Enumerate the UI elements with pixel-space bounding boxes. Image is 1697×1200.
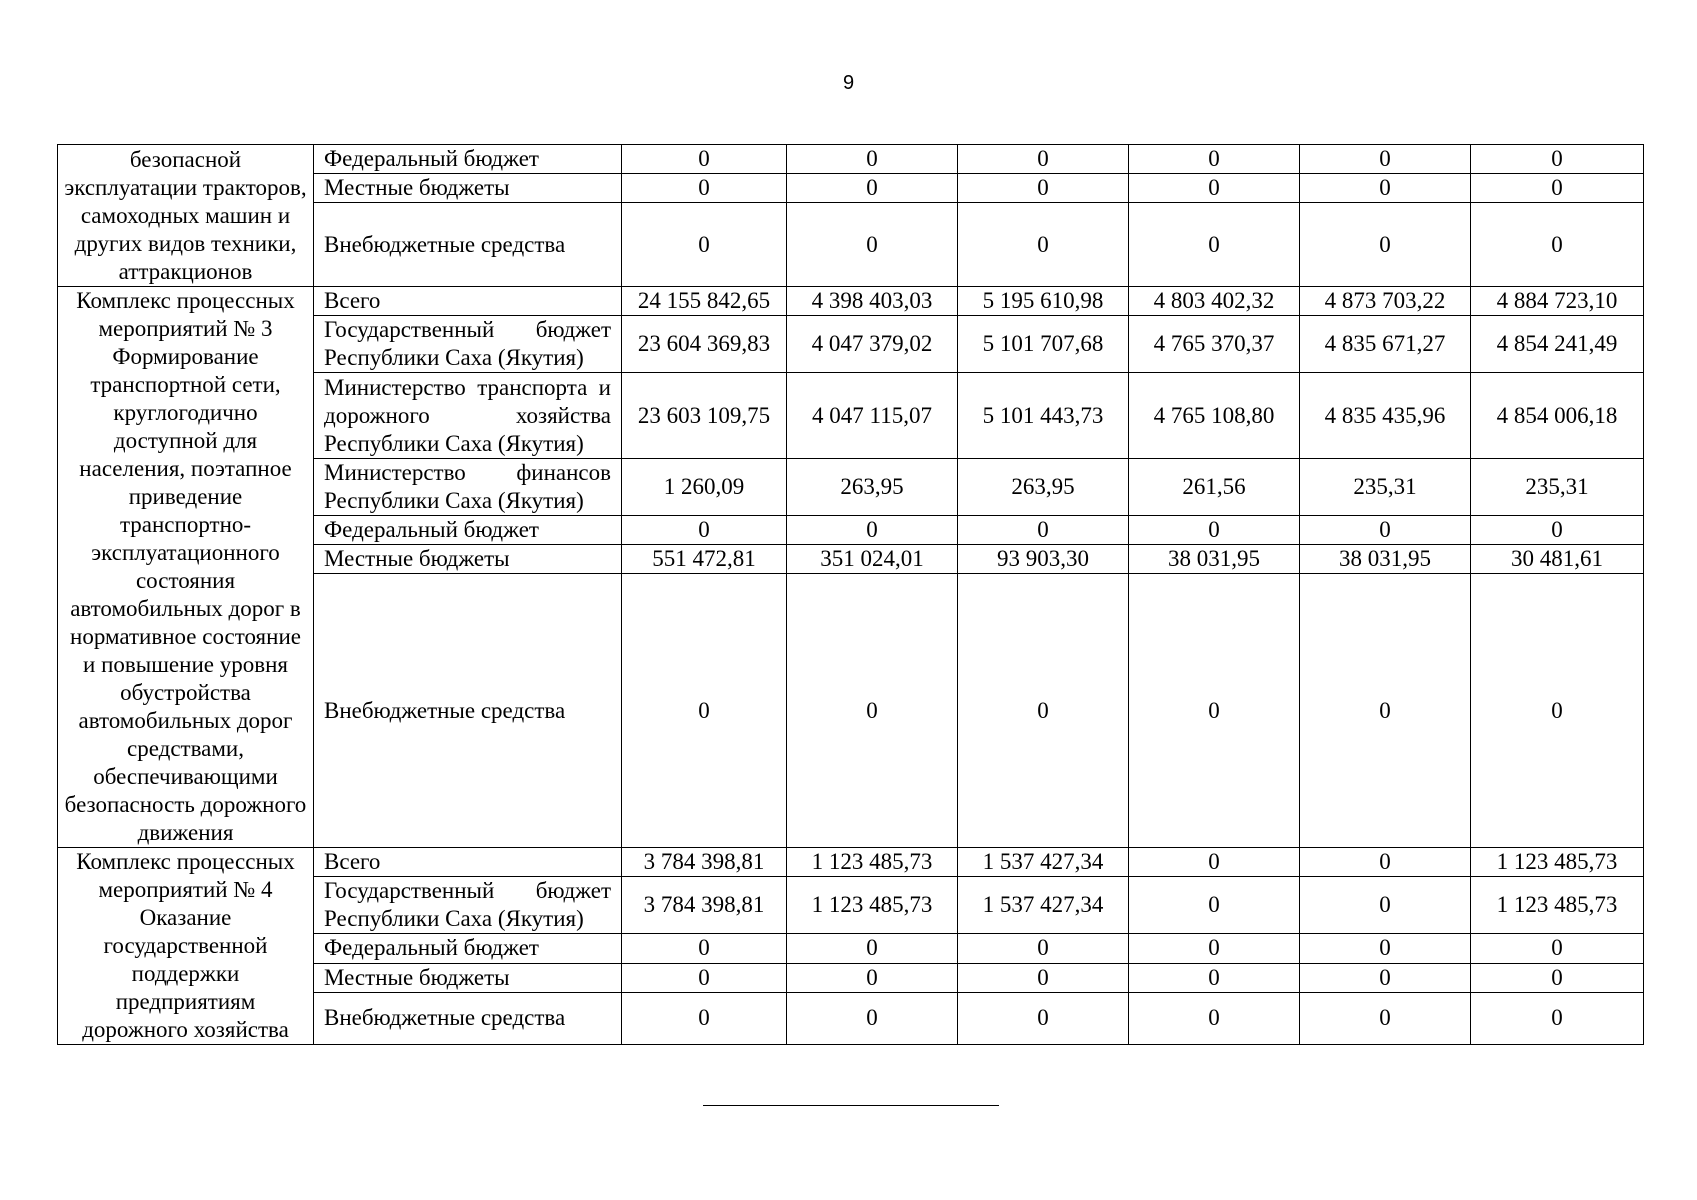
value-cell: 0 bbox=[787, 145, 958, 174]
value-cell: 0 bbox=[622, 145, 787, 174]
value-cell: 351 024,01 bbox=[787, 545, 958, 574]
value-cell: 1 123 485,73 bbox=[787, 848, 958, 877]
value-cell: 4 047 115,07 bbox=[787, 373, 958, 458]
value-cell: 0 bbox=[787, 992, 958, 1044]
value-cell: 0 bbox=[958, 145, 1129, 174]
value-cell: 0 bbox=[1129, 516, 1300, 545]
value-cell: 0 bbox=[1129, 934, 1300, 963]
funding-source-cell: Местные бюджеты bbox=[314, 963, 622, 992]
value-cell: 38 031,95 bbox=[1300, 545, 1471, 574]
value-cell: 0 bbox=[1471, 203, 1644, 287]
value-cell: 5 195 610,98 bbox=[958, 287, 1129, 316]
group-title-cell: Комплекс процессных мероприятий № 4 Оказание государственной поддержки предприятиям дорожного хозяйства bbox=[58, 848, 314, 1045]
value-cell: 4 854 241,49 bbox=[1471, 316, 1644, 373]
value-cell: 1 260,09 bbox=[622, 458, 787, 515]
value-cell: 4 765 108,80 bbox=[1129, 373, 1300, 458]
value-cell: 0 bbox=[1300, 934, 1471, 963]
value-cell: 4 873 703,22 bbox=[1300, 287, 1471, 316]
funding-source-cell: Министерство финансов Республики Саха (Якутия) bbox=[314, 458, 622, 515]
value-cell: 0 bbox=[1129, 574, 1300, 848]
value-cell: 0 bbox=[1471, 174, 1644, 203]
value-cell: 0 bbox=[622, 574, 787, 848]
budget-table bbox=[57, 144, 1644, 1045]
value-cell: 0 bbox=[1471, 934, 1644, 963]
value-cell: 0 bbox=[1471, 574, 1644, 848]
value-cell: 0 bbox=[1300, 145, 1471, 174]
bottom-rule bbox=[703, 1105, 999, 1106]
table-row bbox=[58, 145, 1644, 174]
value-cell: 0 bbox=[1471, 992, 1644, 1044]
funding-source-cell: Министерство транспорта и дорожного хозяйства Республики Саха (Якутия) bbox=[314, 373, 622, 458]
value-cell: 0 bbox=[787, 203, 958, 287]
funding-source-cell: Местные бюджеты bbox=[314, 545, 622, 574]
value-cell: 0 bbox=[1300, 516, 1471, 545]
table-row bbox=[58, 848, 1644, 877]
value-cell: 0 bbox=[1300, 877, 1471, 934]
value-cell: 0 bbox=[958, 934, 1129, 963]
value-cell: 0 bbox=[1471, 145, 1644, 174]
value-cell: 0 bbox=[787, 516, 958, 545]
value-cell: 0 bbox=[1129, 877, 1300, 934]
group-title-cell: безопасной эксплуатации тракторов, самоходных машин и других видов техники, аттракционов bbox=[58, 145, 314, 287]
value-cell: 3 784 398,81 bbox=[622, 848, 787, 877]
funding-source-cell: Федеральный бюджет bbox=[314, 145, 622, 174]
table-row bbox=[58, 287, 1644, 316]
value-cell: 0 bbox=[1129, 145, 1300, 174]
value-cell: 0 bbox=[1300, 203, 1471, 287]
funding-source-cell: Внебюджетные средства bbox=[314, 992, 622, 1044]
value-cell: 0 bbox=[1129, 992, 1300, 1044]
value-cell: 0 bbox=[1300, 848, 1471, 877]
value-cell: 4 884 723,10 bbox=[1471, 287, 1644, 316]
funding-source-cell: Всего bbox=[314, 287, 622, 316]
value-cell: 0 bbox=[1300, 574, 1471, 848]
value-cell: 4 803 402,32 bbox=[1129, 287, 1300, 316]
value-cell: 24 155 842,65 bbox=[622, 287, 787, 316]
funding-source-cell: Федеральный бюджет bbox=[314, 516, 622, 545]
value-cell: 263,95 bbox=[958, 458, 1129, 515]
value-cell: 0 bbox=[1300, 174, 1471, 203]
funding-source-cell: Местные бюджеты bbox=[314, 174, 622, 203]
value-cell: 0 bbox=[787, 934, 958, 963]
value-cell: 1 537 427,34 bbox=[958, 877, 1129, 934]
value-cell: 0 bbox=[1471, 516, 1644, 545]
funding-source-cell: Внебюджетные средства bbox=[314, 203, 622, 287]
value-cell: 4 854 006,18 bbox=[1471, 373, 1644, 458]
value-cell: 0 bbox=[622, 174, 787, 203]
value-cell: 1 123 485,73 bbox=[787, 877, 958, 934]
value-cell: 0 bbox=[958, 516, 1129, 545]
value-cell: 0 bbox=[1129, 848, 1300, 877]
value-cell: 5 101 707,68 bbox=[958, 316, 1129, 373]
funding-source-cell: Федеральный бюджет bbox=[314, 934, 622, 963]
value-cell: 0 bbox=[1129, 203, 1300, 287]
value-cell: 4 835 435,96 bbox=[1300, 373, 1471, 458]
group-title-cell: Комплекс процессных мероприятий № 3 Формирование транспортной сети, круглогодично доступной для населения, поэтапное приведение транспортно-эксплуатационного состояния автомобильных дорог в нормативное состояние и повышение уровня обустройства автомобильных дорог средствами, обеспечивающими безопасность дорожного движения bbox=[58, 287, 314, 848]
funding-source-cell: Внебюджетные средства bbox=[314, 574, 622, 848]
value-cell: 1 123 485,73 bbox=[1471, 877, 1644, 934]
value-cell: 4 398 403,03 bbox=[787, 287, 958, 316]
value-cell: 0 bbox=[1129, 174, 1300, 203]
value-cell: 235,31 bbox=[1300, 458, 1471, 515]
value-cell: 38 031,95 bbox=[1129, 545, 1300, 574]
value-cell: 4 047 379,02 bbox=[787, 316, 958, 373]
value-cell: 551 472,81 bbox=[622, 545, 787, 574]
value-cell: 0 bbox=[787, 174, 958, 203]
value-cell: 23 603 109,75 bbox=[622, 373, 787, 458]
value-cell: 23 604 369,83 bbox=[622, 316, 787, 373]
funding-source-cell: Государственный бюджет Республики Саха (Якутия) bbox=[314, 877, 622, 934]
value-cell: 0 bbox=[1300, 992, 1471, 1044]
value-cell: 0 bbox=[958, 574, 1129, 848]
value-cell: 4 765 370,37 bbox=[1129, 316, 1300, 373]
value-cell: 0 bbox=[1471, 963, 1644, 992]
value-cell: 1 123 485,73 bbox=[1471, 848, 1644, 877]
value-cell: 0 bbox=[622, 934, 787, 963]
funding-source-cell: Государственный бюджет Республики Саха (Якутия) bbox=[314, 316, 622, 373]
value-cell: 0 bbox=[622, 963, 787, 992]
value-cell: 3 784 398,81 bbox=[622, 877, 787, 934]
value-cell: 30 481,61 bbox=[1471, 545, 1644, 574]
value-cell: 1 537 427,34 bbox=[958, 848, 1129, 877]
value-cell: 0 bbox=[1300, 963, 1471, 992]
page-number: 9 bbox=[842, 72, 855, 94]
value-cell: 0 bbox=[958, 992, 1129, 1044]
value-cell: 0 bbox=[1129, 963, 1300, 992]
value-cell: 235,31 bbox=[1471, 458, 1644, 515]
value-cell: 93 903,30 bbox=[958, 545, 1129, 574]
value-cell: 0 bbox=[787, 963, 958, 992]
budget-table-body bbox=[58, 145, 1644, 1045]
value-cell: 0 bbox=[958, 174, 1129, 203]
value-cell: 0 bbox=[787, 574, 958, 848]
value-cell: 0 bbox=[622, 992, 787, 1044]
value-cell: 263,95 bbox=[787, 458, 958, 515]
value-cell: 0 bbox=[622, 516, 787, 545]
value-cell: 261,56 bbox=[1129, 458, 1300, 515]
value-cell: 4 835 671,27 bbox=[1300, 316, 1471, 373]
value-cell: 0 bbox=[958, 203, 1129, 287]
funding-source-cell: Всего bbox=[314, 848, 622, 877]
value-cell: 5 101 443,73 bbox=[958, 373, 1129, 458]
value-cell: 0 bbox=[958, 963, 1129, 992]
value-cell: 0 bbox=[622, 203, 787, 287]
